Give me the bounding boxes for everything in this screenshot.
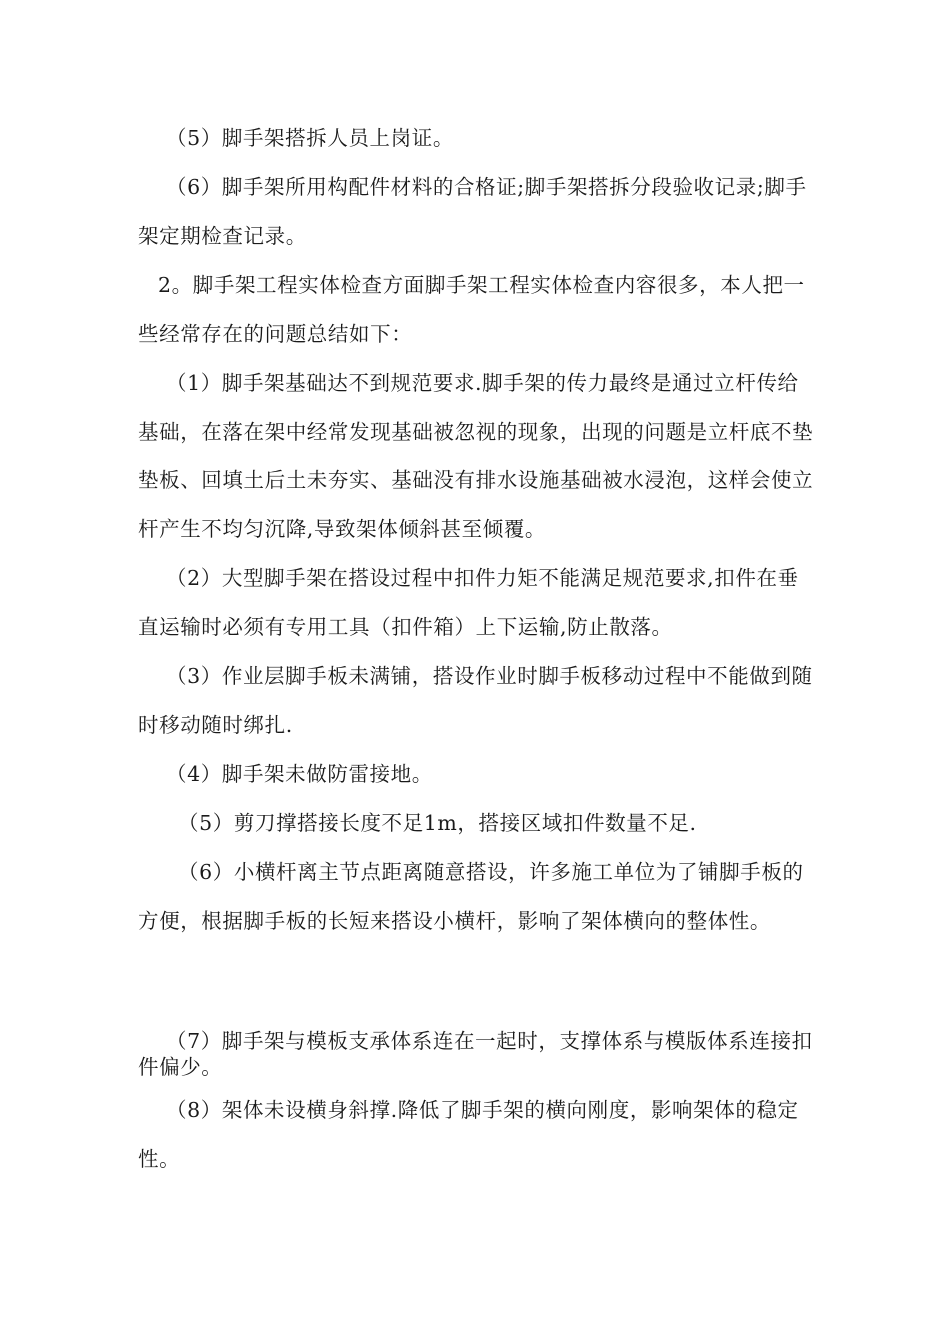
paragraph-item-2-fastener-torque: （2）大型脚手架在搭设过程中扣件力矩不能满足规范要求,扣件在垂直运输时必须有专用工具（扣件箱）上下运输,防止散落。: [138, 566, 799, 639]
paragraph-section-2-entity-inspection: 2。脚手架工程实体检查方面脚手架工程实体检查内容很多，本人把一些经常存在的问题总结如下：: [138, 273, 805, 346]
paragraph-item-5-scissor-brace: （5）剪刀撑搭接长度不足1m，搭接区域扣件数量不足.: [178, 811, 697, 835]
paragraph-item-6-small-crossbar: （6）小横杆离主节点距离随意搭设，许多施工单位为了铺脚手板的方便，根据脚手板的长短来搭设小横杆，影响了架体横向的整体性。: [138, 860, 804, 933]
paragraph-item-7-formwork-support: （7）脚手架与模板支承体系连在一起时，支撑体系与模版体系连接扣件偏少。: [138, 1029, 813, 1079]
paragraph-item-3-scaffold-board: （3）作业层脚手板未满铺，搭设作业时脚手板移动过程中不能做到随时移动随时绑扎.: [138, 664, 813, 737]
paragraph-item-1-foundation: （1）脚手架基础达不到规范要求.脚手架的传力最终是通过立杆传给基础，在落在架中经常发现基础被忽视的现象，出现的问题是立杆底不垫垫板、回填土后土未夯实、基础没有排水设施基础被水浸泡，这样会使立杆产生不均匀沉降,导致架体倾斜甚至倾覆。: [138, 371, 814, 541]
paragraph-item-5-certificate: （5）脚手架搭拆人员上岗证。: [166, 126, 454, 150]
paragraph-item-4-lightning-grounding: （4）脚手架未做防雷接地。: [166, 762, 433, 786]
paragraph-item-6-material-certificate: （6）脚手架所用构配件材料的合格证;脚手架搭拆分段验收记录;脚手架定期检查记录。: [138, 175, 807, 248]
paragraph-item-8-diagonal-brace: （8）架体未设横身斜撑.降低了脚手架的横向刚度，影响架体的稳定性。: [138, 1098, 799, 1171]
